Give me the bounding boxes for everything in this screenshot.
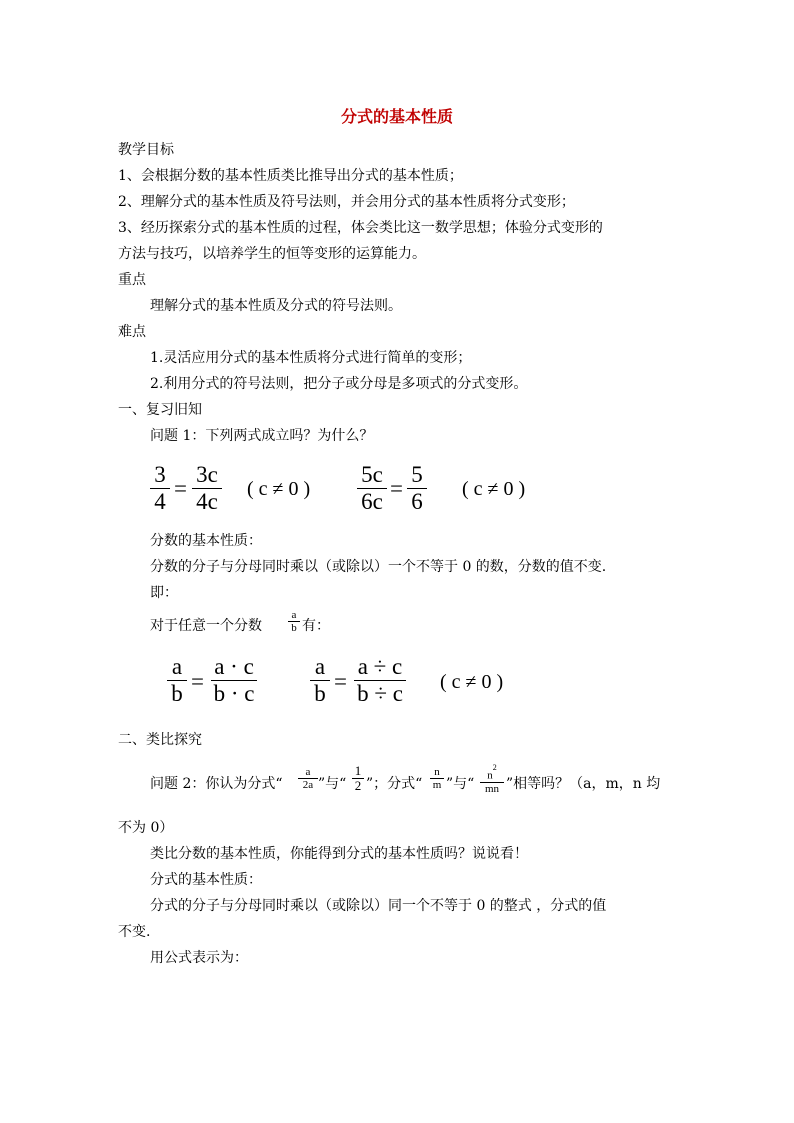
equals-sign: = <box>191 669 204 694</box>
eq1-condition: ( c ≠ 0 ) <box>247 478 311 500</box>
denominator: b ÷ c <box>357 681 403 706</box>
q2-continued: 不为 0） <box>118 820 174 836</box>
difficulty-item-1: 1.灵活应用分式的基本性质将分式进行简单的变形； <box>150 350 472 366</box>
eq1-right-fraction <box>192 462 222 515</box>
numerator: 3 <box>154 462 166 487</box>
eq4-left-fraction <box>310 654 330 707</box>
goal-item-1: 1、会根据分数的基本性质类比推导出分式的基本性质； <box>118 168 463 184</box>
eq1-left-fraction <box>150 462 170 515</box>
q2-mid-1: ”与“ <box>318 776 347 792</box>
denominator: 2 <box>354 778 362 793</box>
algebraic-fraction-property-heading: 分式的基本性质： <box>150 872 262 888</box>
algebraic-fraction-property-text: 分式的分子与分母同时乘以（或除以）同一个不等于 0 的整式 ，分式的值 <box>150 898 607 914</box>
eq2-left-fraction <box>357 462 387 515</box>
fraction-property-heading: 分数的基本性质： <box>150 533 262 549</box>
numerator: 3c <box>196 462 218 487</box>
question-2-pre: 问题 2：你认为分式“ <box>150 776 283 792</box>
numerator: a <box>291 609 297 621</box>
numerator-base: n <box>487 769 493 782</box>
q2-fraction-a-over-2a <box>298 766 318 791</box>
numerator: 1 <box>354 763 362 778</box>
any-fraction-inline <box>288 609 300 634</box>
eq3-left-fraction <box>167 654 187 707</box>
eq4-right-fraction <box>354 654 406 707</box>
formula-label: 用公式表示为： <box>150 950 248 966</box>
denominator: 4c <box>196 489 218 514</box>
q2-mid-2: ”；分式“ <box>366 776 423 792</box>
numerator: a <box>314 654 326 679</box>
equals-sign: = <box>390 476 403 501</box>
difficulty-item-2: 2.利用分式的符号法则，把分子或分母是多项式的分式变形。 <box>150 376 528 392</box>
analogy-paragraph: 类比分数的基本性质，你能得到分式的基本性质吗？说说看！ <box>150 846 528 862</box>
eq4-condition: ( c ≠ 0 ) <box>440 671 504 693</box>
numerator: a ÷ c <box>357 654 403 679</box>
numerator <box>480 763 504 782</box>
denominator: 2a <box>302 779 314 791</box>
numerator: n <box>434 766 440 778</box>
q2-mid-3: ”与“ <box>446 776 475 792</box>
q2-fraction-n2-over-mn <box>480 763 504 795</box>
denominator: m <box>432 779 442 791</box>
denominator: 6 <box>411 489 423 514</box>
numerator: a <box>171 654 183 679</box>
eq2-condition: ( c ≠ 0 ) <box>462 478 526 500</box>
numerator: 5c <box>361 462 383 487</box>
numerator: a · c <box>214 654 254 679</box>
fraction-property-ie: 即： <box>150 585 178 601</box>
page-title: 分式的基本性质 <box>340 107 453 126</box>
goal-item-3-cont: 方法与技巧，以培养学生的恒等变形的运算能力。 <box>118 246 426 262</box>
difficulty-heading: 难点 <box>118 324 146 340</box>
q2-fraction-1-over-2 <box>352 764 364 793</box>
goals-heading: 教学目标 <box>118 142 174 158</box>
denominator: 6c <box>361 489 383 514</box>
question-1: 问题 1：下列两式成立吗？为什么？ <box>150 428 374 444</box>
denominator: 4 <box>154 489 166 514</box>
denominator: mn <box>484 782 500 795</box>
exponent: 2 <box>492 763 497 772</box>
denominator: b · c <box>213 681 255 706</box>
any-fraction-pre: 对于任意一个分数 <box>150 618 262 634</box>
numerator: 5 <box>411 462 423 487</box>
equals-sign: = <box>334 669 347 694</box>
key-point-text: 理解分式的基本性质及分式的符号法则。 <box>150 298 402 314</box>
eq2-right-fraction <box>407 462 427 515</box>
denominator: b <box>314 681 326 706</box>
denominator: b <box>171 681 183 706</box>
review-heading: 一、复习旧知 <box>118 402 202 418</box>
algebraic-fraction-property-text-cont: 不变. <box>118 924 151 940</box>
equals-sign: = <box>174 476 187 501</box>
fraction-property-text: 分数的分子与分母同时乘以（或除以）一个不等于 0 的数，分数的值不变. <box>150 559 607 575</box>
any-fraction-post: 有： <box>302 618 330 634</box>
denominator: b <box>291 622 297 634</box>
goal-item-2: 2、理解分式的基本性质及符号法则，并会用分式的基本性质将分式变形； <box>118 194 575 210</box>
analogy-heading: 二、类比探究 <box>118 732 202 748</box>
q2-fraction-n-over-m <box>430 766 444 791</box>
q2-post: ”相等吗？（a，m，n 均 <box>506 776 661 792</box>
goal-item-3: 3、经历探索分式的基本性质的过程，体会类比这一数学思想；体验分式变形的 <box>118 220 603 236</box>
key-point-heading: 重点 <box>118 272 146 288</box>
eq3-right-fraction <box>211 654 257 707</box>
numerator: a <box>305 766 311 778</box>
